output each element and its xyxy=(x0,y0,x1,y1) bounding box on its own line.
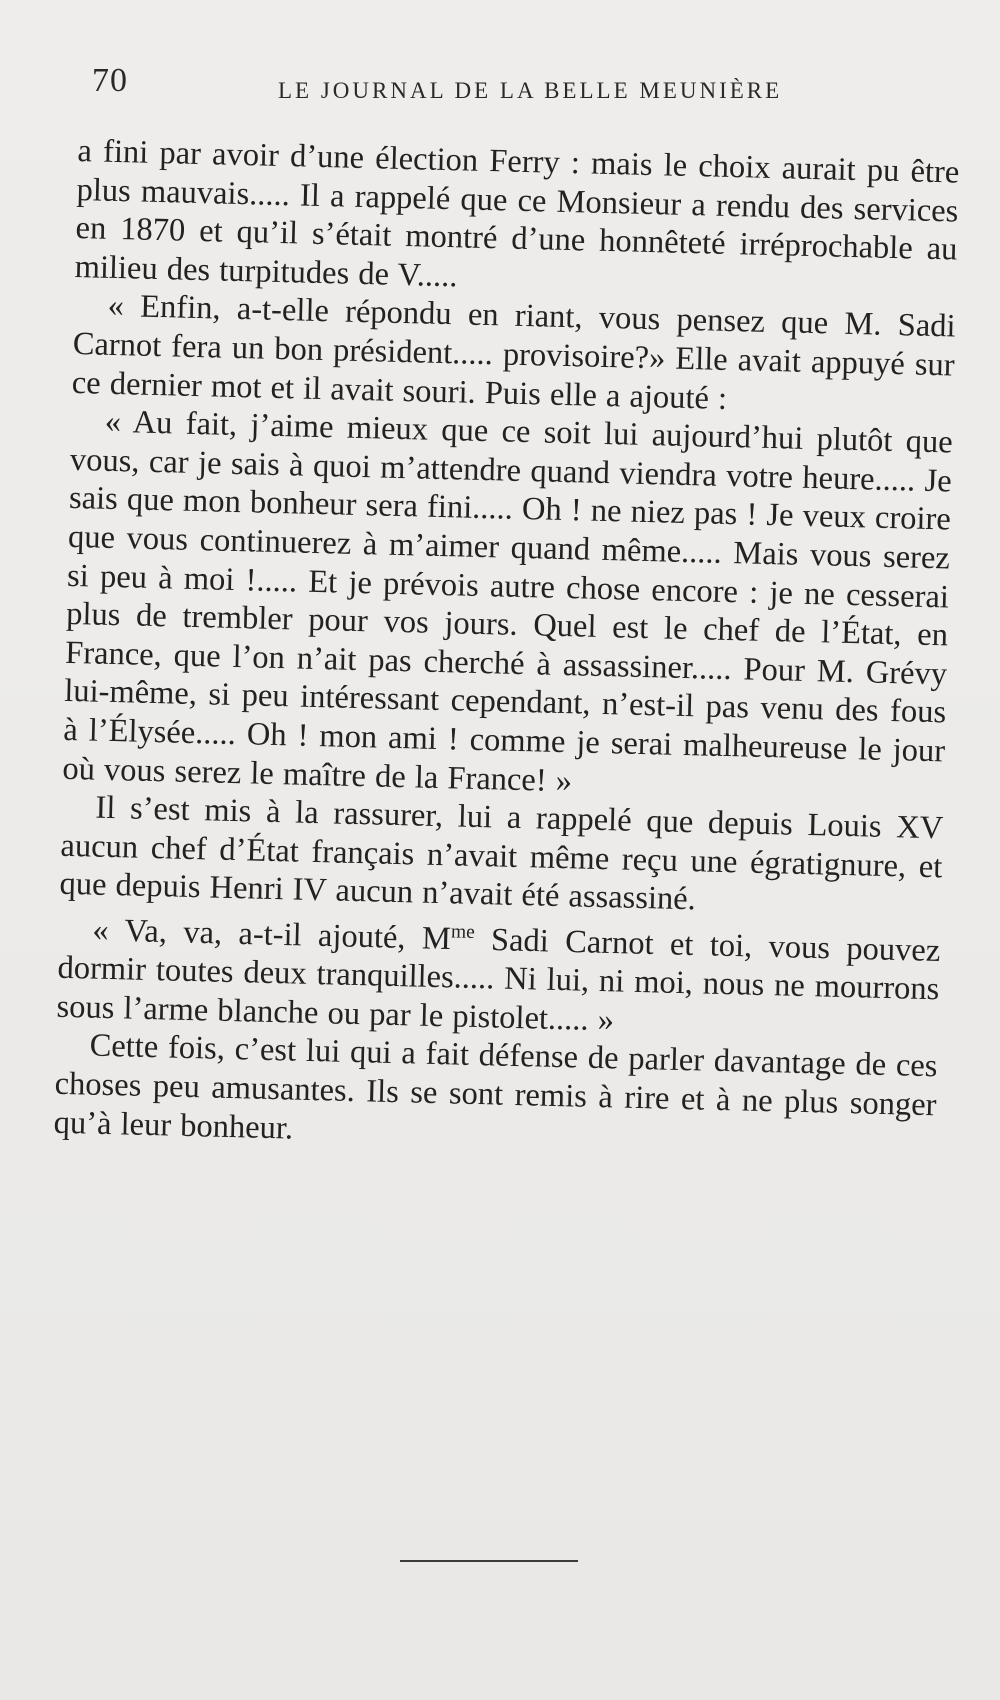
paragraph: « Enfin, a-t-elle répondu en riant, vous pensez que M. Sadi Carnot fera un bon président..... provisoire?» Elle avait appuyé sur ce dernier mot et il avait souri. Puis elle a ajouté : xyxy=(71,288,956,417)
paragraph-text-end: Sadi Carnot et toi, vous pouvez dormir toutes deux tranquilles..... Ni lui, ni moi, nous ne mourrons sous l’arme blanche ou par le pistolet..... » xyxy=(56,921,941,1039)
end-rule xyxy=(400,1560,578,1562)
paragraph: Cette fois, c’est lui qui a fait défense de parler davantage de ces choses peu amusantes. Ils se sont remis à rire et à ne plus songer qu’à leur bonheur. xyxy=(53,1027,938,1147)
page-number: 70 xyxy=(92,62,128,99)
paragraph: a fini par avoir d’une élection Ferry : mais le choix aurait pu être plus mauvais..... Il a rappelé que ce Monsieur a rendu des services en 1870 et qu’il s’était montré d’une honnêteté irréprochable au milieu des turpitudes de V..... xyxy=(74,132,960,295)
superscript-abbreviation: me xyxy=(450,921,476,943)
body-text xyxy=(53,132,959,1163)
paragraph-text-start: « Va, va, a-t-il ajouté, M xyxy=(92,912,452,957)
paragraph: Il s’est mis à la rassurer, lui a rappelé que depuis Louis XV aucun chef d’État français n’avait même reçu une égratignure, et que depuis Henri IV aucun n’avait été assassiné. xyxy=(59,789,944,918)
running-title: LE JOURNAL DE LA BELLE MEUNIÈRE xyxy=(278,78,783,103)
page-header xyxy=(92,62,958,112)
paragraph xyxy=(56,904,941,1048)
paragraph: « Au fait, j’aime mieux que ce soit lui aujourd’hui plutôt que vous, car je sais à quoi m’attendre quand viendra votre heure..... Je sais que mon bonheur sera fini..... Oh ! ne niez pas ! Je veux croire que vous continuerez à m’aimer quand même..... Mais vous serez si peu à moi !..... Et je prévois autre chose encore : je ne cesserai plus de trembler pour vos jours. Quel est le chef de l’État, en France, que l’on n’ait pas cherché à assassiner..... Pour M. Grévy lui-même, si peu intéressant cependant, n’est-il pas venu des fous à l’Élysée..... Oh ! mon ami ! comme je serai malheureuse le jour où vous serez le maître de la France! » xyxy=(62,403,954,799)
